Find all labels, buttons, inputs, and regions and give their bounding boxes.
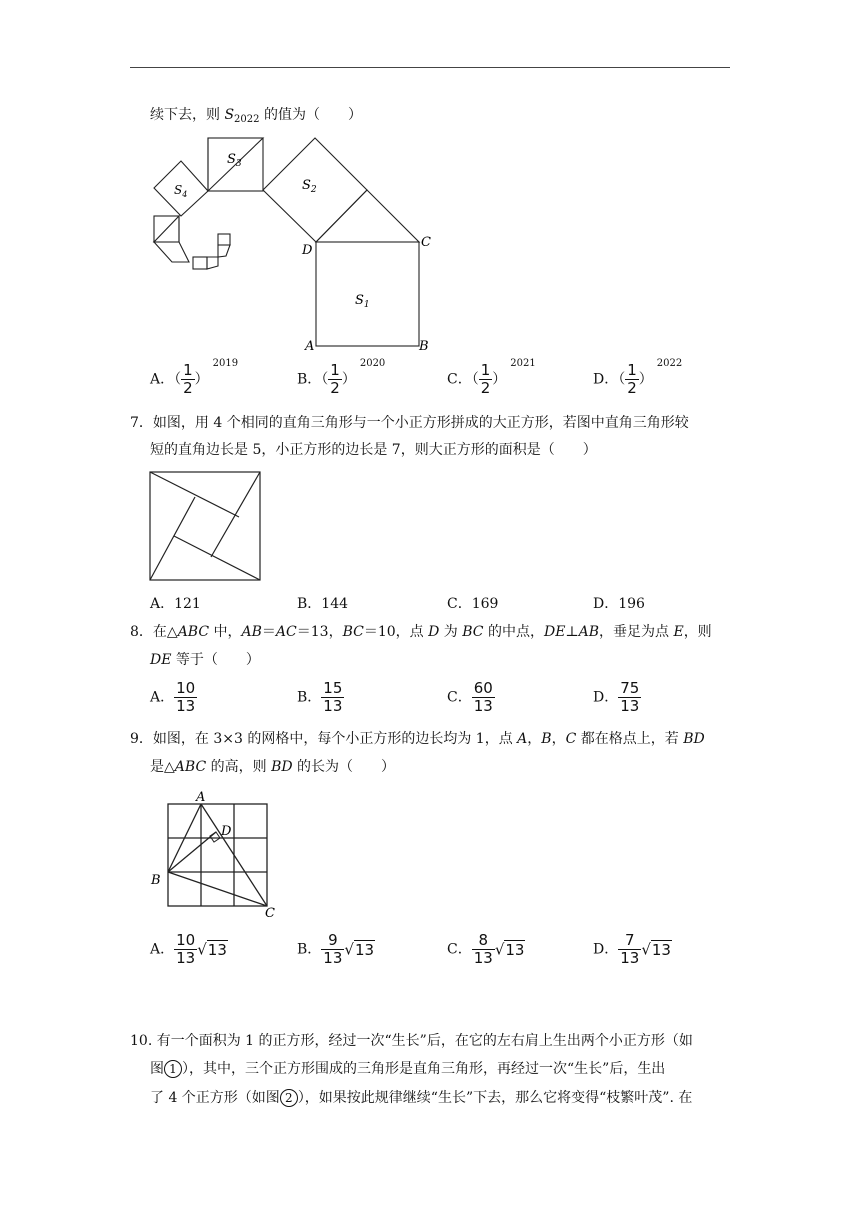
square-s9 (218, 234, 230, 245)
square-s10 (218, 245, 230, 257)
square-s8 (207, 257, 218, 269)
square-s7 (193, 257, 207, 269)
q9-option-c: C． $\frac{8}{13}$ √13 (447, 931, 525, 967)
label-s1: $S_1$ (355, 293, 370, 310)
grid-label-b: B (151, 873, 161, 888)
q6-option-d: D．（ $\frac{1}{2}$ ）$^{2022}$ (593, 358, 683, 397)
label-s4: $S_4$ (174, 183, 188, 199)
q7-figure (148, 470, 262, 582)
grid-label-c: C (265, 906, 275, 921)
q7-option-c: C．169 (447, 596, 499, 612)
q6-stem: 续下去，则 $S_{2022}$ 的值为（ ） (150, 107, 362, 125)
q7-line1: 7．如图，用 4 个相同的直角三角形与一个小正方形拼成的大正方形，若图中直角三角形较 (130, 415, 689, 431)
circled-1: 1 (164, 1060, 182, 1078)
q9-figure (146, 786, 280, 922)
q8-line1: 8．在△ABC 中，AB＝AC＝13，BC＝10，点 D 为 BC 的中点，DE⊥AB，垂足为点 E，则 (130, 624, 712, 640)
q10-line3: 了 4 个正方形（如图 2 ），如果按此规律继续“生长”下去，那么它将变得“枝繁叶茂”. 在 (150, 1090, 693, 1106)
label-s3: $S_3$ (227, 152, 242, 169)
q8-option-a: A． $\frac{10}{13}$ (150, 679, 196, 715)
q7-option-a: A．121 (150, 596, 201, 612)
q10-line1: 10. 有一个面积为 1 的正方形，经过一次“生长”后，在它的左右肩上生出两个小正方形（如 (130, 1033, 693, 1049)
q7-line2: 短的直角边长是 5，小正方形的边长是 7，则大正方形的面积是（ ） (150, 442, 597, 458)
label-d: D (302, 243, 313, 258)
q8-option-b: B． $\frac{15}{13}$ (297, 679, 343, 715)
square-s6 (154, 242, 189, 262)
grid-label-d: D (221, 824, 232, 839)
label-s2: $S_2$ (302, 178, 317, 195)
q9-line2: 是△ABC 的高，则 BD 的长为（ ） (150, 759, 396, 775)
q8-option-c: C． $\frac{60}{13}$ (447, 679, 493, 715)
triangle-s1 (316, 190, 419, 242)
q7-option-b: B．144 (297, 596, 349, 612)
label-c: C (421, 235, 431, 250)
q8-option-d: D． $\frac{75}{13}$ (593, 679, 640, 715)
square-s1 (316, 242, 419, 346)
circled-2: 2 (280, 1089, 298, 1107)
q9-option-a: A． $\frac{10}{13}$ √13 (150, 931, 227, 967)
q6-option-a: A．（ $\frac{1}{2}$ ）$^{2019}$ (150, 358, 239, 397)
q9-line1: 9．如图，在 3×3 的网格中，每个小正方形的边长均为 1，点 A，B，C 都在格点上，若 BD (130, 731, 705, 747)
label-b: B (419, 339, 429, 354)
q6-option-c: C．（ $\frac{1}{2}$ ）$^{2021}$ (447, 358, 536, 397)
q6-figure (145, 130, 445, 355)
grid-label-a: A (196, 790, 206, 805)
triangle-s4 (154, 216, 179, 242)
q9-option-b: B． $\frac{9}{13}$ √13 (297, 931, 375, 967)
q6-option-b: B．（ $\frac{1}{2}$ ）$^{2020}$ (297, 358, 386, 397)
header-rule (130, 67, 730, 68)
q8-line2: DE 等于（ ） (150, 652, 260, 668)
q10-line2: 图 1 ），其中，三个正方形围成的三角形是直角三角形，再经过一次“生长”后，生出 (150, 1061, 666, 1077)
label-a: A (305, 339, 315, 354)
q7-option-d: D．196 (593, 596, 645, 612)
q9-option-d: D． $\frac{7}{13}$ √13 (593, 931, 671, 967)
